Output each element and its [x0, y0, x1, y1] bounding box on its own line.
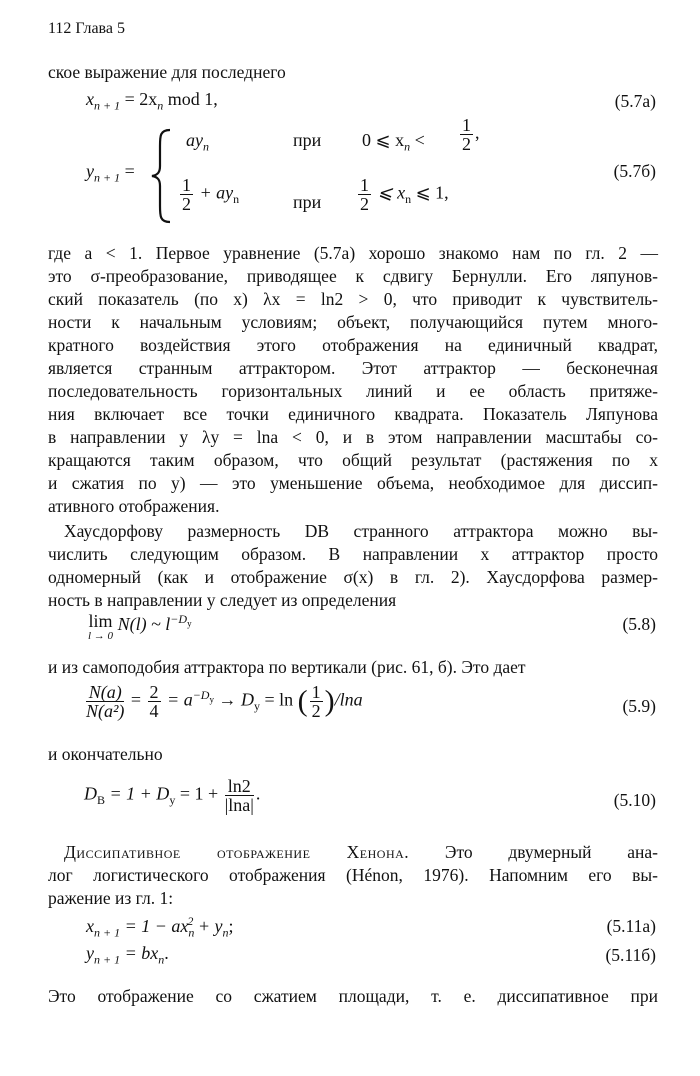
case2-cond-b: ⩽ 1, — [411, 182, 449, 203]
p3-line: ражение из гл. 1: — [48, 888, 174, 908]
eq-5-8-exp: −D — [170, 612, 188, 626]
eq-5-9-mid-exp-sub: y — [209, 694, 214, 705]
p2-line: Хаусдорфову размерность DB странного аттрактора можно вы- — [64, 521, 658, 541]
eq-5-10-frac-num: ln2 — [225, 777, 254, 796]
equation-5-11a — [86, 914, 234, 941]
p1-line: последовательность горизонтальных линий и ее область притяже- — [48, 381, 658, 401]
eq-5-10-dot: . — [255, 783, 261, 804]
p1-line: является странным аттрактором. Этот аттрактор — бесконечная — [48, 358, 658, 378]
eq-number-5-8: (5.8) — [622, 614, 656, 634]
eq-number-5-10: (5.10) — [613, 790, 656, 810]
eq-number-5-11a: (5.11а) — [606, 916, 656, 936]
case1-when: при — [293, 130, 322, 150]
eq-5-11b-lhs: y — [86, 943, 94, 963]
page-number: 112 — [48, 20, 72, 37]
case2-cond-sub: n — [405, 192, 412, 207]
eq-5-9-tail: = ln — [264, 689, 294, 710]
eq-5-11b-end: . — [164, 943, 169, 963]
eq-5-9-mid: = a — [167, 689, 193, 710]
p1-line: это σ-преобразование, приводящее к сдвигу Бернулли. Его ляпунов- — [48, 266, 658, 286]
eq-5-7b-lhs: y — [86, 161, 94, 181]
eq-5-8-exp-sub: y — [187, 618, 192, 629]
p3-line: лог логистического отображения (Hénon, 1976). Напомним его вы- — [48, 865, 658, 885]
p1-line: ности к начальным условиям; объект, получающийся путем много- — [48, 312, 658, 332]
case2-cond-half-num: 1 — [360, 175, 369, 195]
case2-cond-half-den: 2 — [360, 194, 369, 214]
curly-brace — [148, 128, 176, 224]
p1-line: в направлении y λy = lna < 0, и в этом направлении масштабы со- — [48, 427, 658, 447]
p1-line: где a < 1. Первое уравнение (5.7а) хорошо знакомо нам по гл. 2 — — [48, 243, 658, 263]
eq-5-7b-case2 — [178, 176, 239, 213]
eq-5-11a-rhs-sup: 2 — [187, 914, 194, 928]
eq-number-5-11b: (5.11б) — [605, 945, 656, 965]
case2-condition — [356, 176, 449, 213]
eq-5-7a-rhs: = 2x — [124, 89, 158, 109]
eq-5-9-arrow: → D — [218, 689, 254, 710]
eq-5-11a-end: ; — [228, 916, 234, 936]
eq-5-11b-rhs: = bx — [120, 943, 159, 963]
eq-5-9-frac2-num: 2 — [149, 682, 159, 702]
section-lead-title: Диссипативное отображение Хенона. — [64, 842, 410, 862]
line-after-5-8: и из самоподобия аттрактора по вертикали (рис. 61, б). Это дает — [48, 657, 526, 677]
equation-5-11b — [86, 943, 169, 968]
eq-5-9-paren-num: 1 — [311, 682, 321, 702]
eq-5-11a-tail: + y — [193, 916, 223, 936]
eq-number-5-7b: (5.7б) — [613, 161, 656, 181]
p1-line: ния включает все точки единичного квадрата. Показатель Ляпунова — [48, 404, 658, 424]
p1-line: кращаются таким образом, что общий результат (растяжения по x — [48, 450, 658, 470]
eq-number-5-9: (5.9) — [622, 696, 656, 716]
line-finally: и окончательно — [48, 744, 163, 764]
eq-5-7a-rhs-sub: n — [157, 98, 164, 113]
last-line: Это отображение со сжатием площади, т. е. диссипативное при — [48, 986, 658, 1006]
p1-line: ативного отображения. — [48, 496, 220, 516]
equation-5-8 — [88, 612, 192, 642]
eq-5-10-tail: = 1 + — [175, 783, 219, 804]
eq-5-10-lhs-sub: B — [97, 793, 106, 808]
p3-lead-rest: Это двумерный ана- — [409, 842, 658, 862]
case1-half-num: 1 — [462, 115, 471, 135]
p3-first-line — [64, 841, 658, 864]
eq-5-10-frac-den: |lna| — [224, 795, 254, 815]
p2-line: одномерный (как и отображение σ(x) в гл. 2). Хаусдорфова размер- — [48, 567, 658, 587]
page-header — [48, 20, 125, 38]
case1-half-den: 2 — [462, 134, 471, 154]
eq-number-5-7a: (5.7а) — [614, 91, 656, 111]
eq-5-8-body: N(l) ~ l — [117, 614, 171, 634]
eq-5-9-frac1-num: N(a) — [88, 682, 122, 702]
eq-5-11a-rhs-sub: n — [188, 925, 195, 940]
case1-cond-a: 0 ⩽ x — [362, 130, 405, 150]
eq-5-11a-lhs-sub: n + 1 — [94, 925, 121, 940]
case2-sub: n — [233, 192, 240, 207]
eq-5-7a-lhs: x — [86, 89, 94, 109]
p1-line: и сжатия по y) — это уменьшение объема, необходимое для диссип- — [48, 473, 658, 493]
p1-line: ский показатель (по x) λx = ln2 > 0, что приводит к чувствитель- — [48, 289, 658, 309]
case1-condition — [362, 130, 425, 155]
case2-plus: + ay — [195, 182, 234, 203]
case2-when: при — [293, 192, 322, 212]
equation-5-9: $\frac{N(a)}{\text{N(a²)}}$ = $\frac{2}{4}$ = $a^{-D_y} \to D_y = \ln$ ( $\frac{1}{2}$ )/lna — [86, 682, 363, 721]
eq-5-10-mid: = 1 + D — [105, 783, 170, 804]
eq-5-11a-tail-sub: n — [222, 925, 229, 940]
p2-line: числить следующим образом. В направлении x аттрактор просто — [48, 544, 658, 564]
lim-label: lim — [88, 611, 113, 631]
eq-5-7b-case1 — [186, 130, 209, 155]
eq-5-9-end: /lna — [334, 689, 363, 710]
case2-cond-a: ⩽ x — [377, 182, 406, 203]
eq-5-9-paren-den: 2 — [311, 701, 321, 721]
p1-line: кратного воздействия этого отображения на единичный квадрат, — [48, 335, 658, 355]
case2-half-den: 2 — [182, 194, 191, 214]
p2-line: ность в направлении y следует из определения — [48, 590, 397, 610]
eq-5-9-arrow-sub: y — [253, 699, 260, 714]
case1-expr: ay — [186, 130, 203, 150]
eq-5-10-lhs: D — [84, 783, 97, 804]
eq-5-11b-rhs-sub: n — [158, 952, 165, 967]
eq-5-9-frac2-den: 4 — [149, 701, 159, 721]
lim-sub: l → 0 — [88, 630, 114, 642]
eq-5-7b-equals: = — [124, 161, 135, 181]
case1-cond-sub: n — [404, 139, 411, 154]
eq-5-7a-lhs-sub: n + 1 — [94, 98, 121, 113]
chapter-label: Глава 5 — [75, 20, 125, 37]
case1-half — [458, 116, 480, 153]
eq-5-7b-lhs-sub: n + 1 — [94, 170, 121, 185]
eq-5-11a-rhs: = 1 − ax — [120, 916, 189, 936]
eq-5-11a-lhs: x — [86, 916, 94, 936]
equation-5-7a — [86, 89, 218, 114]
eq-5-7a-tail: mod 1, — [163, 89, 218, 109]
eq-5-10-mid-sub: y — [169, 793, 176, 808]
eq-5-9-mid-exp: −D — [192, 687, 210, 702]
eq-5-9-frac1-den: N(a²) — [86, 701, 125, 721]
equation-5-10 — [84, 777, 260, 814]
equation-5-7b-lhs — [86, 161, 135, 186]
case2-half-num: 1 — [182, 175, 191, 195]
eq-5-11b-lhs-sub: n + 1 — [94, 952, 121, 967]
case1-cond-b: < — [410, 130, 425, 150]
intro-line: ское выражение для последнего — [48, 62, 286, 82]
case1-expr-sub: n — [203, 139, 209, 154]
eq-5-9-equals: = — [130, 689, 142, 710]
case1-comma: , — [475, 122, 480, 143]
